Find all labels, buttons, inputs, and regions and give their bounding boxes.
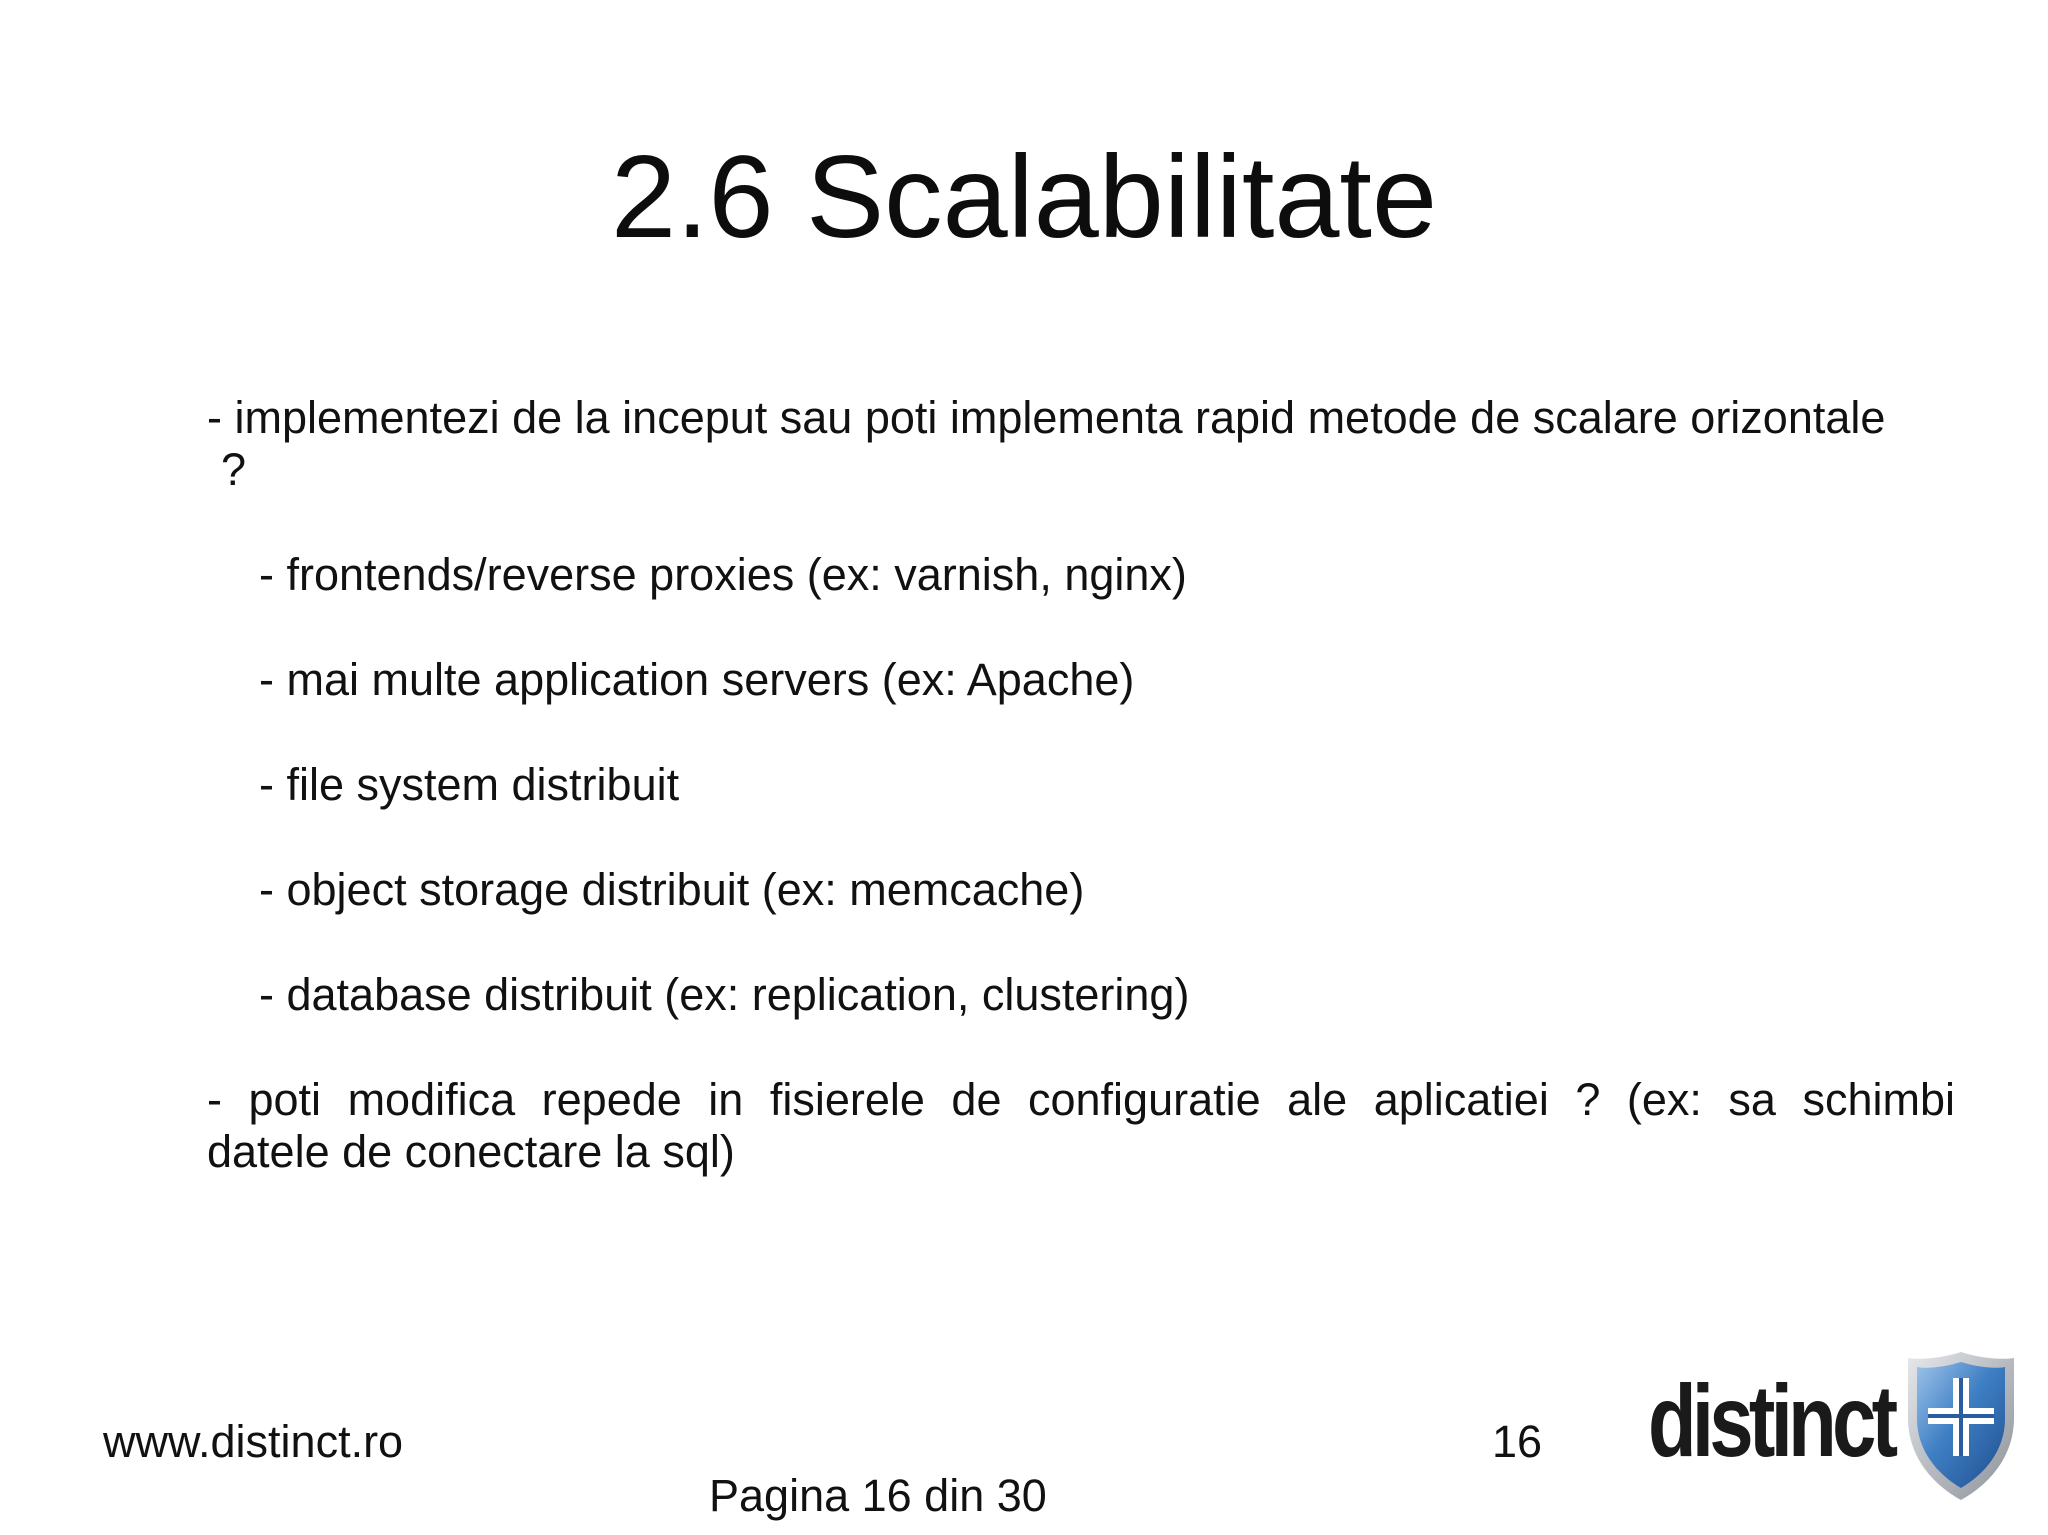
list-item: - frontends/reverse proxies (ex: varnish, nginx) bbox=[259, 549, 1187, 600]
list-item: - database distribuit (ex: replication, clustering) bbox=[259, 969, 1190, 1020]
closing-line: - poti modifica repede in fisierele de configuratie ale aplicatiei ? (ex: sa schimbi bbox=[207, 1074, 1955, 1125]
list-item: - object storage distribuit (ex: memcache) bbox=[259, 864, 1085, 915]
company-logo bbox=[1640, 1348, 2020, 1508]
list-item: - mai multe application servers (ex: Apache) bbox=[259, 654, 1135, 705]
page-counter: Pagina 16 din 30 bbox=[709, 1470, 1047, 1521]
slide-content bbox=[207, 392, 1955, 1178]
intro-line: - implementezi de la inceput sau poti implementa rapid metode de scalare orizontale bbox=[207, 392, 1886, 443]
slide-title: 2.6 Scalabilitate bbox=[610, 131, 1438, 262]
footer-url: www.distinct.ro bbox=[103, 1416, 404, 1467]
closing-line-continued: datele de conectare la sql) bbox=[207, 1126, 735, 1177]
intro-question-mark: ? bbox=[221, 444, 247, 495]
shield-plus-icon bbox=[1902, 1348, 2020, 1508]
slide-number: 16 bbox=[1491, 1416, 1543, 1467]
logo-wordmark: distinct bbox=[1648, 1364, 1894, 1478]
list-item: - file system distribuit bbox=[259, 759, 680, 810]
